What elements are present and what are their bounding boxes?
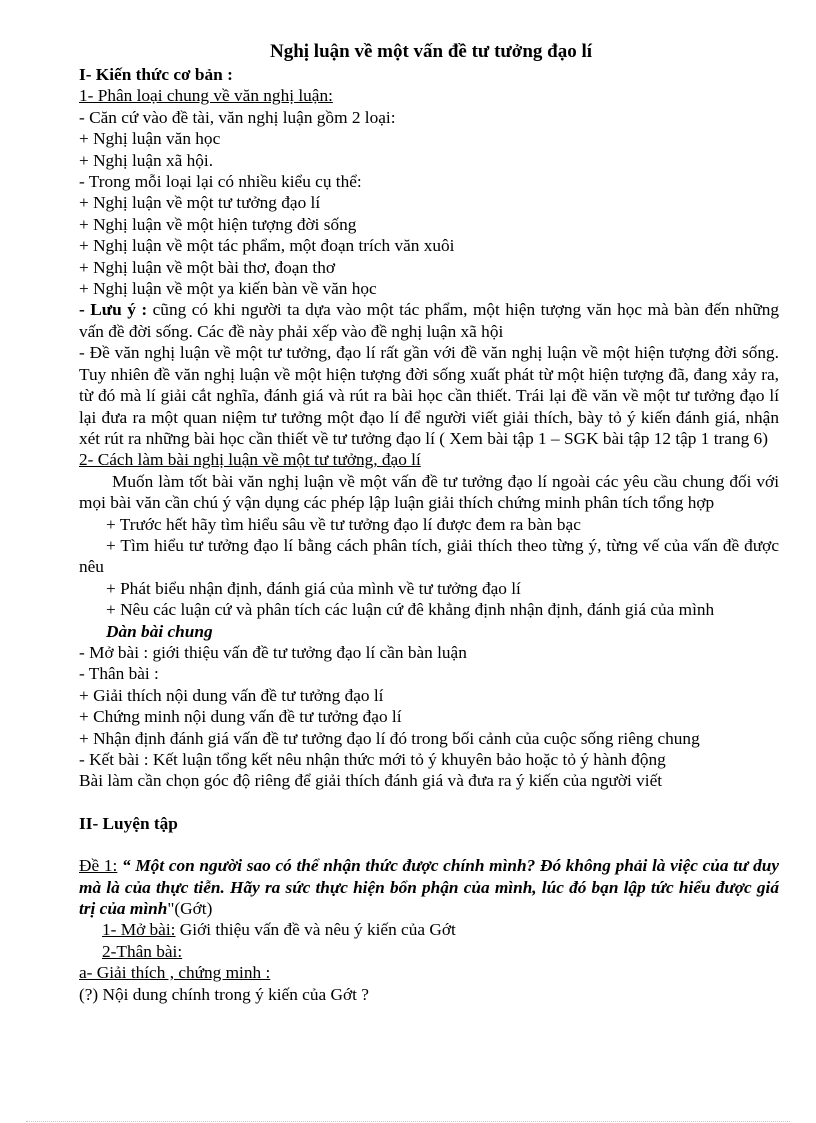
exercise-1-body — [79, 941, 779, 962]
intro-text: Giới thiệu vấn đề và nêu ý kiến của Gớt — [175, 920, 456, 940]
outline-line: - Kết bài : Kết luận tổng kết nêu nhận thức mới tỏ ý khuyên bảo hoặc tỏ ý hành động — [79, 750, 666, 769]
spacer — [79, 834, 779, 855]
note-text: cũng có khi người ta dựa vào một tác phẩm, một hiện tượng văn học mà bàn đến những vấn đề đời sống. Các đề này phải xếp vào đề nghị luận xã hội — [79, 300, 779, 341]
section-1-heading: I- Kiến thức cơ bản : — [79, 65, 233, 84]
outline-line: + Giải thích nội dung vấn đề tư tưởng đạo lí — [79, 685, 384, 705]
explain-heading — [79, 962, 779, 983]
exercise-1-prompt — [79, 855, 779, 919]
outline-heading: Dàn bài chung — [106, 621, 213, 641]
method-step: + Trước hết hãy tìm hiểu sâu về tư tưởng đạo lí được đem ra bàn bạc — [106, 514, 581, 534]
outline-line: Bài làm cần chọn góc độ riêng để giải thích đánh giá và đưa ra ý kiến của người viết — [79, 771, 663, 791]
document-title: Nghị luận về một vấn đề tư tưởng đạo lí — [269, 41, 593, 62]
outline-line: + Nhận định đánh giá vấn đề tư tưởng đạo lí đó trong bối cảnh của cuộc sống riêng chung — [79, 728, 700, 748]
classification-line: + Nghị luận về một tư tưởng đạo lí — [79, 193, 321, 213]
method-step: + Phát biểu nhận định, đánh giá của mình về tư tưởng đạo lí — [106, 578, 521, 598]
exercise-1-label: Đề 1: — [79, 856, 118, 876]
classification-line: - Căn cứ vào đề tài, văn nghị luận gồm 2 loại: — [79, 107, 396, 127]
intro-label: 1- Mở bài: — [102, 920, 176, 940]
exercise-1-quote: “ Một con người sao có thể nhận thức được chính mình? Đó không phải là việc của tư duy mà là của thực tiễn. Hãy ra sức thực hiện bổn phận của mình, lúc đó bạn lập tức hiểu được giá trị của mình — [79, 856, 780, 919]
exercise-1-attribution: "(Gớt) — [167, 899, 213, 919]
subsection-1-heading — [79, 85, 779, 106]
guiding-question: (?) Nội dung chính trong ý kiến của Gớt ? — [79, 984, 369, 1004]
section-2-heading: II- Luyện tập — [79, 813, 178, 833]
spacer — [79, 792, 779, 813]
classification-line: + Nghị luận về một bài thơ, đoạn thơ — [79, 257, 336, 277]
outline-line: + Chứng minh nội dung vấn đề tư tưởng đạo lí — [79, 707, 402, 727]
explain-heading-text: a- Giải thích , chứng minh : — [79, 963, 271, 983]
method-step: + Tìm hiểu tư tưởng đạo lí bằng cách phân tích, giải thích theo từng ý, từng vế của vấn đề được nêu — [79, 535, 779, 577]
classification-line: + Nghị luận về một tác phẩm, một đoạn trích văn xuôi — [79, 236, 455, 256]
classification-line: + Nghị luận về một hiện tượng đời sống — [79, 214, 357, 234]
subsection-2-heading — [79, 449, 779, 470]
outline-line: - Thân bài : — [79, 664, 159, 684]
document-page — [79, 40, 779, 1005]
classification-line: + Nghị luận xã hội. — [79, 150, 214, 170]
method-intro: Muốn làm tốt bài văn nghị luận về một vấn đề tư tưởng đạo lí ngoài các yêu cầu chung đối với mọi bài văn cần chú ý vận dụng các phép lập luận giải thích chứng minh phân tích tổng hợp — [79, 471, 779, 513]
classification-line: - Trong mỗi loại lại có nhiều kiểu cụ thể: — [79, 172, 362, 192]
comparison-paragraph: - Đề văn nghị luận về một tư tưởng, đạo lí rất gần với đề văn nghị luận về một hiện tượng đời sống. Tuy nhiên đề văn nghị luận về một hiện tượng đời sống xuất phát từ một hiện tượng đã, đang xảy ra, từ đó mà lí giải cắt nghĩa, đánh giá và rút ra bài học cần thiết. Trái lại đề văn về một tư tưởng đạo lí lại đưa ra một quan niệm tư tưởng một đạo lí để người viết giải thích, bày tỏ ý kiến đánh giá, nhận xét rút ra những bài học cần thiết về tư tưởng đạo lí ( Xem bài tập 1 – SGK bài tập 12 tập 1 trang 6) — [79, 343, 779, 448]
page-bottom-divider — [26, 1121, 790, 1122]
exercise-1-intro — [79, 919, 779, 940]
classification-line: + Nghị luận văn học — [79, 129, 221, 149]
outline-line: - Mở bài : giới thiệu vấn đề tư tưởng đạo lí cần bàn luận — [79, 642, 467, 662]
note-label: - Lưu ý : — [79, 300, 148, 320]
body-label: 2-Thân bài: — [102, 941, 183, 961]
method-step: + Nêu các luận cứ và phân tích các luận cứ đê khẳng định nhận định, đánh giá của mình — [106, 600, 715, 620]
subsection-1-heading-text: 1- Phân loại chung về văn nghị luận: — [79, 86, 333, 106]
subsection-2-heading-text: 2- Cách làm bài nghị luận về một tư tưởng, đạo lí — [79, 450, 421, 470]
classification-line: + Nghị luận về một ya kiến bàn về văn học — [79, 279, 377, 299]
note-paragraph — [79, 299, 779, 342]
